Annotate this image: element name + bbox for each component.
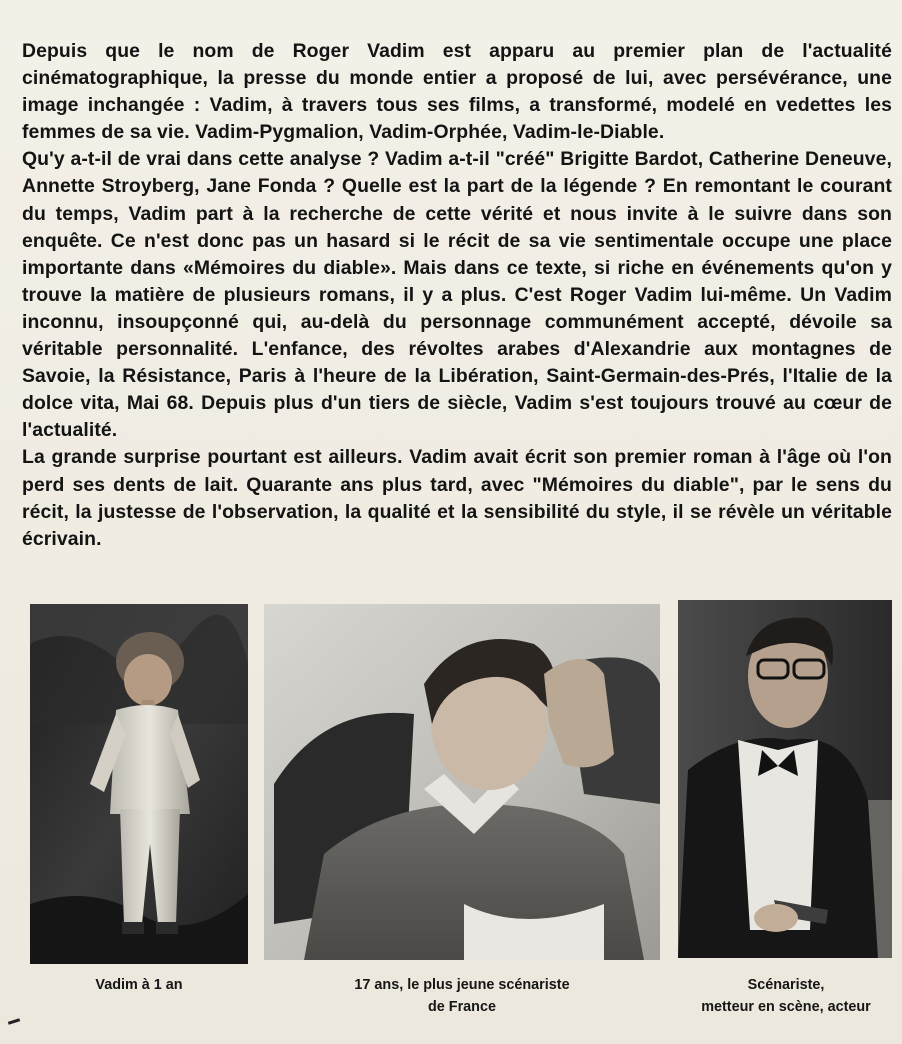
photo-vadim-teen <box>264 604 660 960</box>
child-photo-image <box>30 604 248 964</box>
caption-teen-photo <box>264 974 660 1018</box>
ink-mark <box>8 1018 20 1025</box>
blurb-text <box>22 38 892 553</box>
caption-adult-line2: metteur en scène, acteur <box>701 999 871 1015</box>
caption-adult-photo <box>676 974 896 1018</box>
caption-child-text: Vadim à 1 an <box>95 977 183 993</box>
paragraph-surprise: La grande surprise pourtant est ailleurs. Vadim avait écrit son premier roman à l'âge où l'on perd ses dents de lait. Quarante ans plus tard, avec "Mémoires du diable", par le sens du récit, la justesse de l'observation, la qualité et la sensibilité du style, il se révèle un véritable écrivain. <box>22 446 892 550</box>
caption-teen-line2: de France <box>428 999 496 1015</box>
photo-vadim-adult <box>678 600 892 958</box>
adult-photo-image <box>678 600 892 958</box>
paragraph-intro: Depuis que le nom de Roger Vadim est apparu au premier plan de l'actualité cinématographique, la presse du monde entier a proposé de lui, avec persévérance, une image inchangée : Vadim, à travers tous ses films, a transformé, modelé en vedettes les femmes de sa vie. Vadim-Pygmalion, Vadim-Orphée, Vadim-le-Diable. <box>22 40 892 144</box>
caption-teen-line1: 17 ans, le plus jeune scénariste <box>354 977 570 993</box>
teen-photo-image <box>264 604 660 960</box>
photo-vadim-child <box>30 604 248 964</box>
paragraph-analysis: Qu'y a-t-il de vrai dans cette analyse ? Vadim a-t-il "créé" Brigitte Bardot, Catherine Deneuve, Annette Stroyberg, Jane Fonda ? Quelle est la part de la légende ? En remontant le courant du temps, Vadim part à la recherche de cette vérité et nous invite à le suivre dans son enquête. Ce n'est donc pas un hasard si le récit de sa vie sentimentale occupe une place importante dans «Mémoires du diable». Mais dans ce texte, si riche en événements qu'on y trouve la matière de plusieurs romans, il y a plus. C'est Roger Vadim lui-même. Un Vadim inconnu, insoupçonné qui, au-delà du personnage communément accepté, dévoile sa véritable personnalité. L'enfance, des révoltes arabes d'Alexandrie aux montagnes de Savoie, la Résistance, Paris à l'heure de la Libération, Saint-Germain-des-Prés, l'Italie de la dolce vita, Mai 68. Depuis plus d'un tiers de siècle, Vadim s'est toujours trouvé au cœur de l'actualité. <box>22 148 892 442</box>
caption-child-photo <box>30 974 248 996</box>
caption-adult-line1: Scénariste, <box>747 977 825 993</box>
